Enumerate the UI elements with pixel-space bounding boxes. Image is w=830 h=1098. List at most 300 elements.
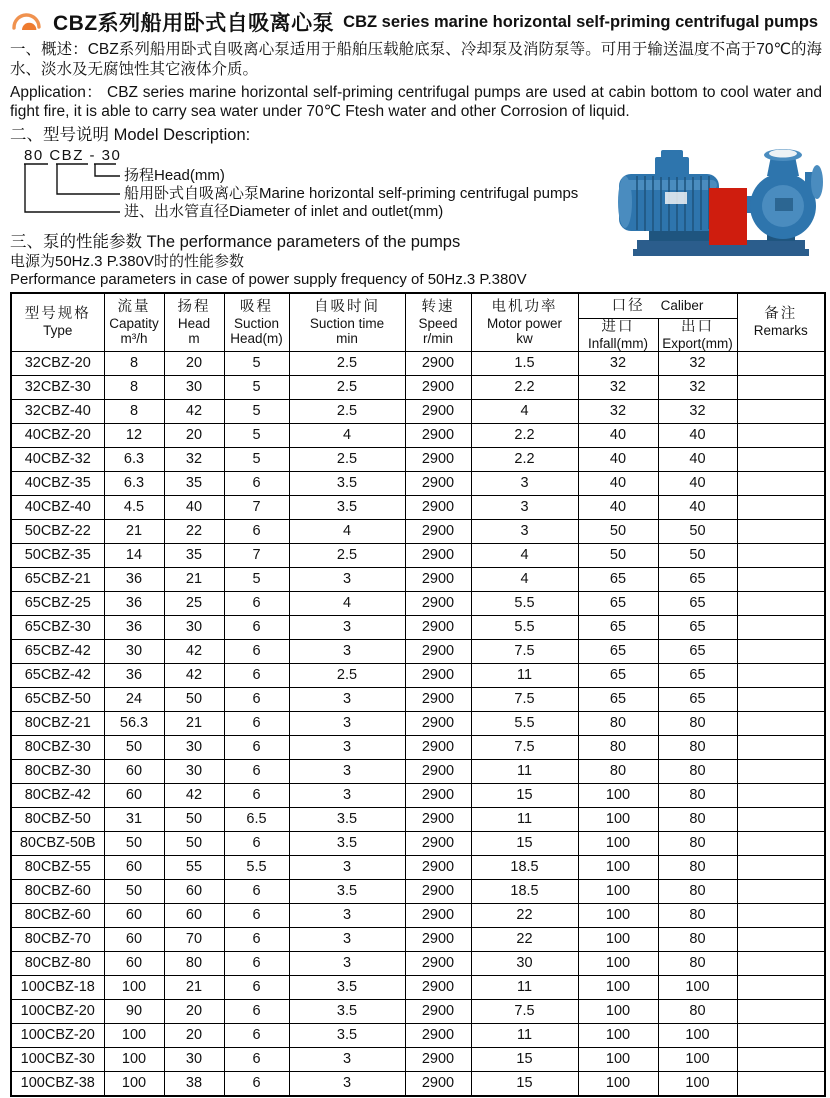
cell-head: 25 bbox=[164, 591, 224, 615]
cell-suction-time: 3 bbox=[289, 1071, 405, 1096]
cell-suction-time: 4 bbox=[289, 519, 405, 543]
cell-suction-time: 3 bbox=[289, 711, 405, 735]
col-header-head-en: Head bbox=[177, 315, 211, 331]
cell-speed: 2900 bbox=[405, 975, 471, 999]
cell-speed: 2900 bbox=[405, 543, 471, 567]
cell-infall: 32 bbox=[578, 351, 658, 375]
cell-remarks bbox=[737, 615, 825, 639]
table-row bbox=[11, 351, 825, 375]
cell-type: 65CBZ-21 bbox=[11, 567, 104, 591]
cell-capacity: 4.5 bbox=[104, 495, 164, 519]
cell-suction-time: 3.5 bbox=[289, 975, 405, 999]
page-header bbox=[10, 0, 822, 37]
cell-suction-time: 4 bbox=[289, 423, 405, 447]
cell-capacity: 36 bbox=[104, 663, 164, 687]
cell-export: 80 bbox=[658, 879, 737, 903]
table-row bbox=[11, 399, 825, 423]
cell-head: 21 bbox=[164, 711, 224, 735]
cell-infall: 100 bbox=[578, 975, 658, 999]
cell-infall: 65 bbox=[578, 663, 658, 687]
cell-export: 100 bbox=[658, 1047, 737, 1071]
cell-suction-head: 6 bbox=[224, 1071, 289, 1096]
cell-capacity: 50 bbox=[104, 831, 164, 855]
cell-type: 32CBZ-30 bbox=[11, 375, 104, 399]
col-header-suction-time-zh: 自吸时间 bbox=[314, 298, 380, 315]
cell-export: 65 bbox=[658, 639, 737, 663]
table-row bbox=[11, 423, 825, 447]
cell-infall: 100 bbox=[578, 927, 658, 951]
cell-infall: 40 bbox=[578, 447, 658, 471]
table-row bbox=[11, 903, 825, 927]
diagram-label-diameter: 进、出水管直径Diameter of inlet and outlet(mm) bbox=[124, 203, 444, 220]
cell-suction-time: 3.5 bbox=[289, 807, 405, 831]
cell-motor-power: 22 bbox=[471, 903, 578, 927]
cell-suction-time: 3.5 bbox=[289, 471, 405, 495]
overview-paragraph-zh: 一、概述：CBZ系列船用卧式自吸离心泵适用于船舶压载舱底泵、冷却泵及消防泵等。可用于输送温度不高于70℃的海水、淡水及无腐蚀性其它液体介质。 bbox=[10, 41, 822, 78]
cell-speed: 2900 bbox=[405, 951, 471, 975]
pump-product-image bbox=[609, 136, 825, 269]
performance-table bbox=[10, 292, 826, 1097]
cell-speed: 2900 bbox=[405, 495, 471, 519]
cell-infall: 50 bbox=[578, 543, 658, 567]
cell-remarks bbox=[737, 687, 825, 711]
cell-export: 65 bbox=[658, 663, 737, 687]
cell-suction-head: 6 bbox=[224, 759, 289, 783]
cell-export: 80 bbox=[658, 783, 737, 807]
table-row bbox=[11, 735, 825, 759]
cell-suction-head: 6 bbox=[224, 951, 289, 975]
col-header-infall bbox=[578, 318, 658, 351]
cell-suction-head: 6.5 bbox=[224, 807, 289, 831]
cell-export: 50 bbox=[658, 543, 737, 567]
brand-arc-icon bbox=[10, 9, 44, 35]
cell-motor-power: 5.5 bbox=[471, 591, 578, 615]
cell-capacity: 90 bbox=[104, 999, 164, 1023]
cell-type: 40CBZ-20 bbox=[11, 423, 104, 447]
cell-motor-power: 5.5 bbox=[471, 615, 578, 639]
cell-export: 80 bbox=[658, 807, 737, 831]
cell-suction-time: 3 bbox=[289, 783, 405, 807]
cell-remarks bbox=[737, 855, 825, 879]
cell-motor-power: 3 bbox=[471, 471, 578, 495]
col-header-speed-unit: r/min bbox=[423, 330, 453, 346]
cell-suction-head: 6 bbox=[224, 831, 289, 855]
cell-suction-head: 5 bbox=[224, 375, 289, 399]
col-header-suction-head-zh: 吸程 bbox=[240, 298, 273, 315]
col-header-suction-time-en: Suction time bbox=[309, 315, 385, 331]
col-header-caliber-zh: 口径 bbox=[611, 297, 645, 314]
cell-remarks bbox=[737, 375, 825, 399]
cell-remarks bbox=[737, 927, 825, 951]
table-row bbox=[11, 951, 825, 975]
col-header-export-zh: 出口 bbox=[681, 318, 714, 335]
cell-capacity: 31 bbox=[104, 807, 164, 831]
cell-remarks bbox=[737, 903, 825, 927]
arc-dome bbox=[22, 23, 36, 30]
cell-motor-power: 3 bbox=[471, 519, 578, 543]
cell-speed: 2900 bbox=[405, 855, 471, 879]
cell-suction-time: 3 bbox=[289, 615, 405, 639]
model-code: 80 CBZ - 30 bbox=[24, 147, 122, 164]
cell-infall: 100 bbox=[578, 999, 658, 1023]
cell-suction-head: 6 bbox=[224, 999, 289, 1023]
cell-speed: 2900 bbox=[405, 639, 471, 663]
cell-type: 65CBZ-50 bbox=[11, 687, 104, 711]
cell-capacity: 21 bbox=[104, 519, 164, 543]
cell-remarks bbox=[737, 351, 825, 375]
table-row bbox=[11, 615, 825, 639]
col-header-remarks-zh: 备注 bbox=[764, 306, 798, 323]
cell-head: 30 bbox=[164, 1047, 224, 1071]
table-row bbox=[11, 567, 825, 591]
performance-table-body bbox=[11, 351, 825, 1096]
cell-infall: 50 bbox=[578, 519, 658, 543]
cell-remarks bbox=[737, 663, 825, 687]
cell-speed: 2900 bbox=[405, 663, 471, 687]
cell-infall: 100 bbox=[578, 1023, 658, 1047]
cell-type: 80CBZ-42 bbox=[11, 783, 104, 807]
cell-suction-time: 3 bbox=[289, 1047, 405, 1071]
cell-motor-power: 11 bbox=[471, 975, 578, 999]
cell-remarks bbox=[737, 999, 825, 1023]
cell-type: 80CBZ-50B bbox=[11, 831, 104, 855]
cell-export: 80 bbox=[658, 855, 737, 879]
cell-infall: 80 bbox=[578, 711, 658, 735]
performance-heading: 三、泵的性能参数 The performance parameters of the pumps bbox=[10, 233, 461, 251]
col-header-type-zh: 型号规格 bbox=[24, 306, 91, 323]
table-row bbox=[11, 591, 825, 615]
cell-speed: 2900 bbox=[405, 567, 471, 591]
cell-suction-time: 3.5 bbox=[289, 999, 405, 1023]
col-header-type bbox=[11, 293, 104, 351]
table-row bbox=[11, 999, 825, 1023]
cell-export: 32 bbox=[658, 399, 737, 423]
cell-motor-power: 5.5 bbox=[471, 711, 578, 735]
cell-motor-power: 2.2 bbox=[471, 447, 578, 471]
cell-type: 80CBZ-60 bbox=[11, 903, 104, 927]
cell-export: 80 bbox=[658, 735, 737, 759]
cell-export: 50 bbox=[658, 519, 737, 543]
col-header-suction-time bbox=[289, 293, 405, 351]
cell-remarks bbox=[737, 783, 825, 807]
cell-suction-head: 6 bbox=[224, 471, 289, 495]
cell-motor-power: 11 bbox=[471, 807, 578, 831]
cell-remarks bbox=[737, 423, 825, 447]
cell-head: 60 bbox=[164, 879, 224, 903]
cell-motor-power: 7.5 bbox=[471, 999, 578, 1023]
cell-capacity: 36 bbox=[104, 591, 164, 615]
cell-infall: 65 bbox=[578, 687, 658, 711]
cell-motor-power: 18.5 bbox=[471, 855, 578, 879]
cell-infall: 80 bbox=[578, 735, 658, 759]
col-header-motor-power-unit: kw bbox=[516, 330, 533, 346]
cell-infall: 65 bbox=[578, 567, 658, 591]
cell-remarks bbox=[737, 735, 825, 759]
cell-suction-head: 6 bbox=[224, 879, 289, 903]
cell-head: 20 bbox=[164, 351, 224, 375]
cell-speed: 2900 bbox=[405, 831, 471, 855]
cell-export: 65 bbox=[658, 567, 737, 591]
cell-type: 40CBZ-40 bbox=[11, 495, 104, 519]
cell-speed: 2900 bbox=[405, 687, 471, 711]
cell-motor-power: 1.5 bbox=[471, 351, 578, 375]
cell-capacity: 60 bbox=[104, 759, 164, 783]
cell-infall: 32 bbox=[578, 399, 658, 423]
coupling-guard bbox=[709, 188, 747, 245]
cell-suction-time: 3 bbox=[289, 903, 405, 927]
cell-motor-power: 15 bbox=[471, 831, 578, 855]
cell-type: 100CBZ-20 bbox=[11, 999, 104, 1023]
col-header-speed bbox=[405, 293, 471, 351]
cell-suction-head: 5 bbox=[224, 399, 289, 423]
cell-type: 32CBZ-40 bbox=[11, 399, 104, 423]
cell-type: 65CBZ-42 bbox=[11, 663, 104, 687]
cell-speed: 2900 bbox=[405, 351, 471, 375]
cell-suction-time: 2.5 bbox=[289, 663, 405, 687]
col-header-suction-time-unit: min bbox=[336, 330, 358, 346]
cell-suction-head: 6 bbox=[224, 687, 289, 711]
cell-speed: 2900 bbox=[405, 399, 471, 423]
cell-export: 65 bbox=[658, 615, 737, 639]
cell-head: 30 bbox=[164, 735, 224, 759]
cell-infall: 100 bbox=[578, 783, 658, 807]
cell-head: 55 bbox=[164, 855, 224, 879]
cell-type: 100CBZ-38 bbox=[11, 1071, 104, 1096]
cell-export: 100 bbox=[658, 1071, 737, 1096]
cell-head: 42 bbox=[164, 663, 224, 687]
cell-suction-time: 3.5 bbox=[289, 1023, 405, 1047]
cell-speed: 2900 bbox=[405, 1071, 471, 1096]
cell-suction-head: 6 bbox=[224, 1023, 289, 1047]
performance-subtitle-zh: 电源为50Hz.3 P.380V时的性能参数 bbox=[10, 253, 244, 270]
performance-table-head bbox=[11, 293, 825, 351]
cell-speed: 2900 bbox=[405, 1023, 471, 1047]
col-header-head bbox=[164, 293, 224, 351]
cell-capacity: 30 bbox=[104, 639, 164, 663]
cell-remarks bbox=[737, 591, 825, 615]
cell-export: 32 bbox=[658, 375, 737, 399]
cell-suction-head: 5 bbox=[224, 567, 289, 591]
col-header-infall-en: Infall(mm) bbox=[588, 335, 648, 351]
table-row bbox=[11, 975, 825, 999]
cell-suction-head: 7 bbox=[224, 495, 289, 519]
page-title-zh: CBZ系列船用卧式自吸离心泵 bbox=[53, 12, 335, 35]
table-row bbox=[11, 855, 825, 879]
cell-remarks bbox=[737, 807, 825, 831]
cell-capacity: 12 bbox=[104, 423, 164, 447]
performance-subtitle-en: Performance parameters in case of power supply frequency of 50Hz.3 P.380V bbox=[10, 271, 527, 288]
cell-suction-head: 6 bbox=[224, 903, 289, 927]
cell-remarks bbox=[737, 759, 825, 783]
cell-suction-time: 3 bbox=[289, 855, 405, 879]
col-header-suction-head-unit: Head(m) bbox=[230, 330, 283, 346]
cell-motor-power: 7.5 bbox=[471, 735, 578, 759]
model-description-heading: 二、型号说明 Model Description: bbox=[10, 126, 251, 144]
page-title-en: CBZ series marine horizontal self-priming centrifugal pumps bbox=[343, 12, 819, 31]
table-row bbox=[11, 759, 825, 783]
cell-export: 80 bbox=[658, 903, 737, 927]
pump-flange-face bbox=[769, 150, 797, 158]
cell-speed: 2900 bbox=[405, 375, 471, 399]
cell-suction-head: 6 bbox=[224, 663, 289, 687]
cell-infall: 100 bbox=[578, 879, 658, 903]
cell-type: 80CBZ-30 bbox=[11, 735, 104, 759]
cell-remarks bbox=[737, 975, 825, 999]
table-row bbox=[11, 543, 825, 567]
cell-head: 21 bbox=[164, 567, 224, 591]
cell-type: 80CBZ-60 bbox=[11, 879, 104, 903]
cell-motor-power: 7.5 bbox=[471, 639, 578, 663]
cell-motor-power: 4 bbox=[471, 543, 578, 567]
cell-suction-head: 6 bbox=[224, 639, 289, 663]
cell-export: 65 bbox=[658, 687, 737, 711]
cell-infall: 65 bbox=[578, 615, 658, 639]
cell-type: 32CBZ-20 bbox=[11, 351, 104, 375]
cell-suction-time: 2.5 bbox=[289, 351, 405, 375]
cell-export: 80 bbox=[658, 927, 737, 951]
table-row bbox=[11, 1023, 825, 1047]
cell-type: 80CBZ-70 bbox=[11, 927, 104, 951]
col-header-head-zh: 扬程 bbox=[177, 298, 211, 315]
cell-motor-power: 15 bbox=[471, 1047, 578, 1071]
cell-motor-power: 11 bbox=[471, 1023, 578, 1047]
cell-speed: 2900 bbox=[405, 759, 471, 783]
cell-export: 80 bbox=[658, 951, 737, 975]
cell-type: 100CBZ-30 bbox=[11, 1047, 104, 1071]
cell-type: 40CBZ-35 bbox=[11, 471, 104, 495]
cell-head: 35 bbox=[164, 471, 224, 495]
table-row bbox=[11, 495, 825, 519]
col-header-remarks-en: Remarks bbox=[753, 323, 808, 339]
cell-suction-time: 2.5 bbox=[289, 447, 405, 471]
cell-capacity: 100 bbox=[104, 1071, 164, 1096]
cell-motor-power: 15 bbox=[471, 783, 578, 807]
cell-head: 22 bbox=[164, 519, 224, 543]
cell-suction-time: 3 bbox=[289, 567, 405, 591]
cell-suction-head: 5 bbox=[224, 351, 289, 375]
cell-suction-head: 6 bbox=[224, 735, 289, 759]
cell-suction-time: 2.5 bbox=[289, 399, 405, 423]
cell-speed: 2900 bbox=[405, 471, 471, 495]
cell-head: 32 bbox=[164, 447, 224, 471]
cell-capacity: 60 bbox=[104, 927, 164, 951]
cell-export: 40 bbox=[658, 447, 737, 471]
cell-capacity: 6.3 bbox=[104, 471, 164, 495]
table-row bbox=[11, 471, 825, 495]
col-header-export-en: Export(mm) bbox=[662, 335, 733, 351]
cell-infall: 32 bbox=[578, 375, 658, 399]
cell-type: 65CBZ-25 bbox=[11, 591, 104, 615]
cell-capacity: 50 bbox=[104, 879, 164, 903]
cell-motor-power: 11 bbox=[471, 759, 578, 783]
cell-speed: 2900 bbox=[405, 903, 471, 927]
cell-suction-head: 6 bbox=[224, 1047, 289, 1071]
cell-type: 80CBZ-80 bbox=[11, 951, 104, 975]
table-row bbox=[11, 711, 825, 735]
application-paragraph-en: Application： CBZ series marine horizontal self-priming centrifugal pumps are used at cabin bottom to cool water and fight fire, it is able to carry sea water under 70℃ Ftesh water and other Corrosion of liquid. bbox=[10, 84, 822, 120]
cell-suction-time: 3 bbox=[289, 927, 405, 951]
cell-remarks bbox=[737, 1071, 825, 1096]
cell-suction-head: 6 bbox=[224, 519, 289, 543]
cell-infall: 100 bbox=[578, 1047, 658, 1071]
cell-infall: 40 bbox=[578, 423, 658, 447]
cell-speed: 2900 bbox=[405, 423, 471, 447]
cell-motor-power: 4 bbox=[471, 567, 578, 591]
cell-head: 30 bbox=[164, 759, 224, 783]
cell-type: 65CBZ-42 bbox=[11, 639, 104, 663]
table-row bbox=[11, 1047, 825, 1071]
cell-motor-power: 18.5 bbox=[471, 879, 578, 903]
cell-speed: 2900 bbox=[405, 519, 471, 543]
col-header-caliber-group bbox=[578, 293, 737, 318]
cell-type: 100CBZ-20 bbox=[11, 1023, 104, 1047]
cell-remarks bbox=[737, 471, 825, 495]
cell-remarks bbox=[737, 1047, 825, 1071]
cell-remarks bbox=[737, 495, 825, 519]
cell-type: 40CBZ-32 bbox=[11, 447, 104, 471]
col-header-export bbox=[658, 318, 737, 351]
cell-remarks bbox=[737, 543, 825, 567]
cell-suction-time: 3 bbox=[289, 759, 405, 783]
cell-infall: 100 bbox=[578, 807, 658, 831]
table-row bbox=[11, 831, 825, 855]
cell-speed: 2900 bbox=[405, 879, 471, 903]
cell-capacity: 60 bbox=[104, 903, 164, 927]
diagram-label-head: 扬程Head(mm) bbox=[124, 167, 225, 184]
cell-suction-time: 2.5 bbox=[289, 375, 405, 399]
cell-capacity: 100 bbox=[104, 1047, 164, 1071]
col-header-infall-zh: 进口 bbox=[601, 318, 635, 335]
col-header-capacity-en: Capatity bbox=[109, 315, 159, 331]
cell-export: 32 bbox=[658, 351, 737, 375]
cell-motor-power: 7.5 bbox=[471, 687, 578, 711]
cell-remarks bbox=[737, 951, 825, 975]
cell-export: 40 bbox=[658, 423, 737, 447]
cell-speed: 2900 bbox=[405, 783, 471, 807]
col-header-motor-power bbox=[471, 293, 578, 351]
col-header-suction-head bbox=[224, 293, 289, 351]
cell-infall: 40 bbox=[578, 471, 658, 495]
cell-speed: 2900 bbox=[405, 447, 471, 471]
cell-suction-head: 5 bbox=[224, 423, 289, 447]
cell-head: 50 bbox=[164, 687, 224, 711]
cell-export: 100 bbox=[658, 975, 737, 999]
cell-export: 65 bbox=[658, 591, 737, 615]
cell-remarks bbox=[737, 447, 825, 471]
col-header-head-unit: m bbox=[188, 330, 200, 346]
col-header-suction-head-en: Suction bbox=[233, 315, 280, 331]
cell-suction-head: 6 bbox=[224, 711, 289, 735]
col-header-caliber-en: Caliber bbox=[660, 297, 704, 313]
cell-infall: 65 bbox=[578, 639, 658, 663]
cell-suction-time: 3.5 bbox=[289, 495, 405, 519]
cell-head: 21 bbox=[164, 975, 224, 999]
table-row bbox=[11, 375, 825, 399]
cell-export: 80 bbox=[658, 759, 737, 783]
cell-suction-head: 6 bbox=[224, 927, 289, 951]
cell-capacity: 50 bbox=[104, 735, 164, 759]
col-header-motor-power-en: Motor power bbox=[486, 315, 563, 331]
cell-export: 40 bbox=[658, 471, 737, 495]
cell-capacity: 8 bbox=[104, 375, 164, 399]
cell-head: 42 bbox=[164, 639, 224, 663]
col-header-capacity-unit: m³/h bbox=[120, 330, 148, 346]
cell-remarks bbox=[737, 639, 825, 663]
cell-suction-time: 3 bbox=[289, 735, 405, 759]
cell-head: 42 bbox=[164, 399, 224, 423]
cell-motor-power: 3 bbox=[471, 495, 578, 519]
cell-infall: 100 bbox=[578, 1071, 658, 1096]
